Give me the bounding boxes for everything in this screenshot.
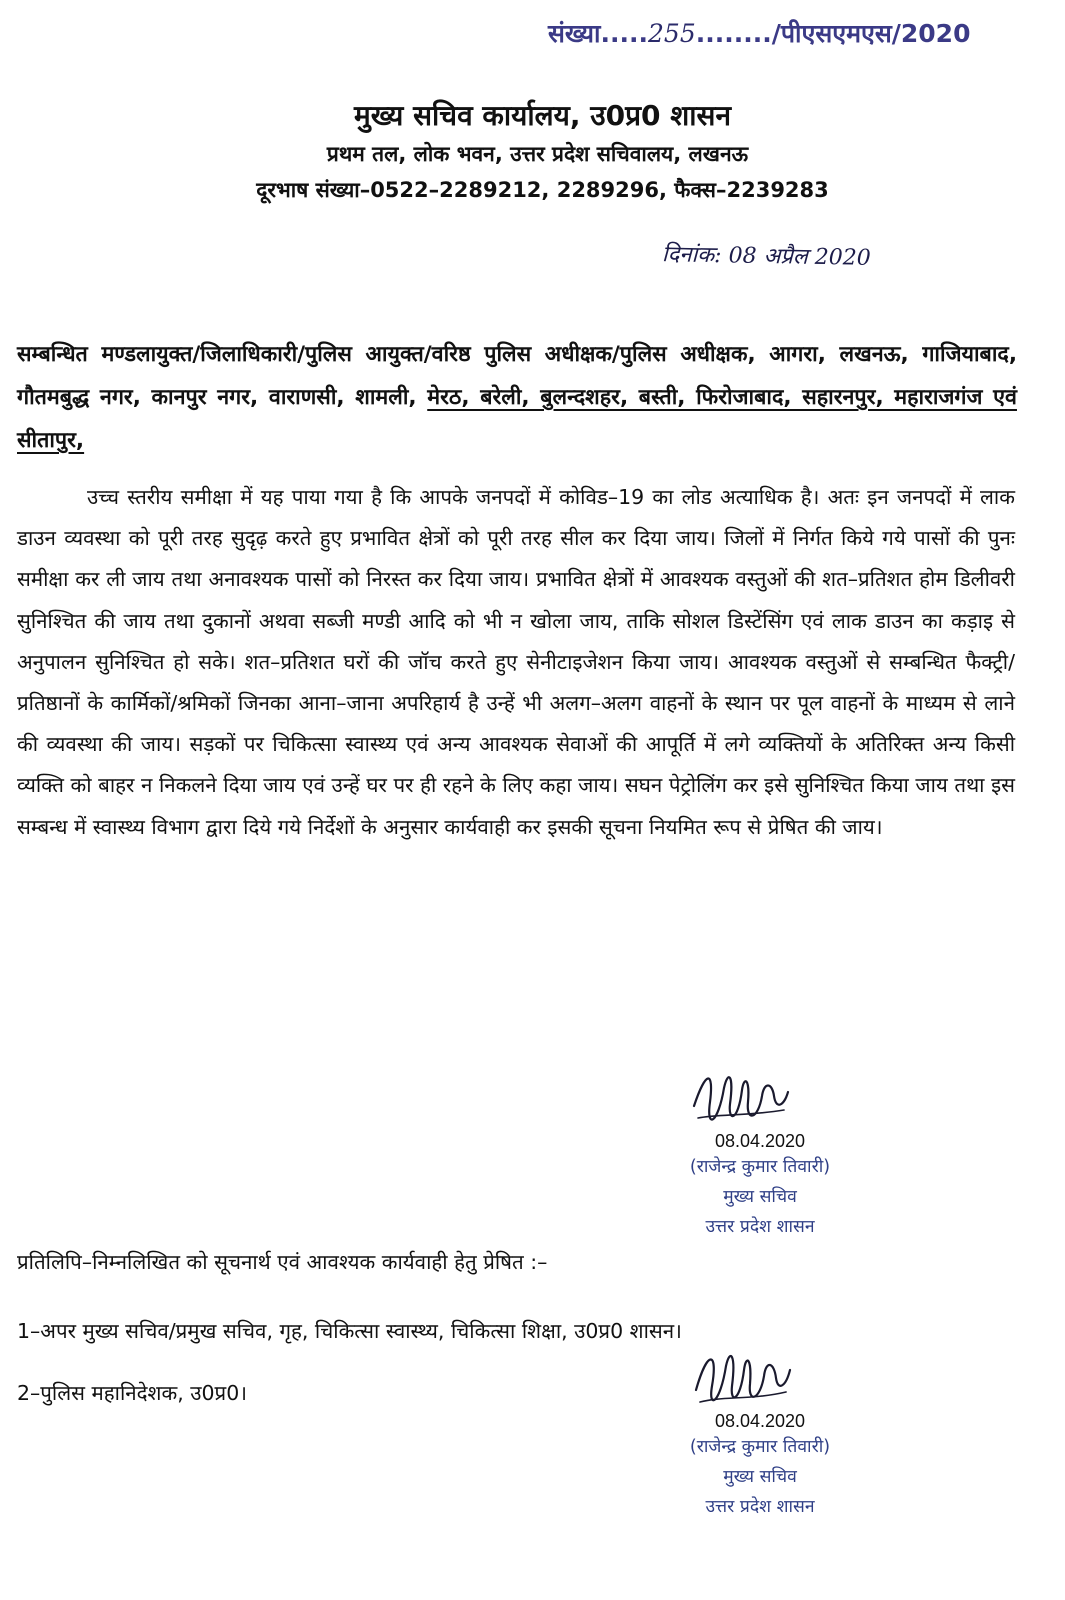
signatory-designation: मुख्य सचिव: [723, 1187, 797, 1207]
addressee: [17, 333, 1017, 462]
reference-suffix: /पीएसएमएस/2020: [771, 19, 971, 48]
copy-to-item: 2–पुलिस महानिदेशक, उ0प्र0।: [17, 1381, 248, 1405]
reference-handwritten-number: 255: [648, 19, 696, 48]
letter-body: उच्च स्तरीय समीक्षा में यह पाया गया है कि आपके जनपदों में कोविड–19 का लोड अत्याधिक है। अतः इन जनपदों में लाक डाउन व्यवस्था को पूरी तरह सुदृढ़ करते हुए प्रभावित क्षेत्रों को पूरी तरह सील कर दिया जाय। जिलों में निर्गत किये गये पासों की पुनः समीक्षा कर ली जाय तथा अनावश्यक पासों को निरस्त कर दिया जाय। प्रभावित क्षेत्रों में आवश्यक वस्तुओं की शत–प्रतिशत होम डिलीवरी सुनिश्चित की जाय तथा दुकानों अथवा सब्जी मण्डी आदि को भी न खोला जाय, ताकि सोशल डिस्टेंसिंग एवं लाक डाउन का कड़ाइ से अनुपालन सुनिश्चित हो सके। शत–प्रतिशत घरों की जॉच करते हुए सेनीटाइजेशन किया जाय। आवश्यक वस्तुओं से सम्बन्धित फैक्ट्री/प्रतिष्ठानों के कार्मिकों/श्रमिकों जिनका आना–जाना अपरिहार्य है उन्हें भी अलग–अलग वाहनों के स्थान पर पूल वाहनों के माध्यम से लाने की व्यवस्था की जाय। सड़कों पर चिकित्सा स्वास्थ्य एवं अन्य आवश्यक सेवाओं की आपूर्ति में लगे व्यक्तियों के अतिरिक्त अन्य किसी व्यक्ति को बाहर न निकलने दिया जाय एवं उन्हें घर पर ही रहने के लिए कहा जाय। सघन पेट्रोलिंग कर इसे सुनिश्चित किया जाय तथा इस सम्बन्ध में स्वास्थ्य विभाग द्वारा दिये गये निर्देशों के अनुसार कार्यवाही कर इसकी सूचना नियमित रूप से प्रेषित की जाय।: [17, 485, 1015, 839]
signatory-name: (राजेन्द्र कुमार तिवारी): [689, 1157, 831, 1177]
handwritten-date: दिनांक: 08 अप्रैल 2020: [661, 242, 871, 271]
copy-to-item: 1–अपर मुख्य सचिव/प्रमुख सचिव, गृह, चिकित्सा स्वास्थ्य, चिकित्सा शिक्षा, उ0प्र0 शासन।: [17, 1319, 682, 1343]
signature-mark: [630, 1346, 890, 1410]
signatory-organization: उत्तर प्रदेश शासन: [705, 1217, 815, 1237]
office-phone: दूरभाष संख्या–0522–2289212, 2289296, फैक्स–2239283: [256, 178, 829, 202]
signatory-name: (राजेन्द्र कुमार तिवारी): [689, 1437, 831, 1457]
reference-prefix: संख्या: [548, 19, 601, 48]
signature-date: 08.04.2020: [714, 1411, 806, 1431]
signature-mark: [630, 1066, 890, 1130]
signature-block-primary: [630, 1066, 890, 1242]
office-title: मुख्य सचिव कार्यालय, उ0प्र0 शासन: [354, 99, 731, 132]
copy-to-intro: प्रतिलिपि–निम्नलिखित को सूचनार्थ एवं आवश्यक कार्यवाही हेतु प्रेषित :–: [17, 1250, 548, 1274]
addressee-line: सम्बन्धित मण्डलायुक्त/जिलाधिकारी/पुलिस आयुक्त/वरिष्ठ पुलिस अधीक्षक/पुलिस अधीक्षक, आगरा, लखनऊ, गाजियाबाद, गौतमबुद्ध नगर, कानपुर नगर, वाराणसी, शामली,: [17, 342, 1017, 410]
signatory-organization: उत्तर प्रदेश शासन: [705, 1497, 815, 1517]
signature-block-copy: [630, 1346, 890, 1522]
reference-number: संख्या.....255......../पीएसएमएस/2020: [548, 19, 971, 48]
signature-date: 08.04.2020: [714, 1131, 806, 1151]
letterhead: [0, 96, 1065, 208]
addressee-underlined: मेरठ, बरेली, बुलन्दशहर, बस्ती, फिरोजाबाद, सहारनपुर, महाराजगंज एवं सीतापुर,: [17, 385, 1017, 453]
signature-scribble-icon: [688, 1066, 798, 1136]
office-address: प्रथम तल, लोक भवन, उत्तर प्रदेश सचिवालय, लखनऊ: [326, 142, 749, 166]
signatory-designation: मुख्य सचिव: [723, 1467, 797, 1487]
signature-scribble-icon: [688, 1346, 798, 1416]
